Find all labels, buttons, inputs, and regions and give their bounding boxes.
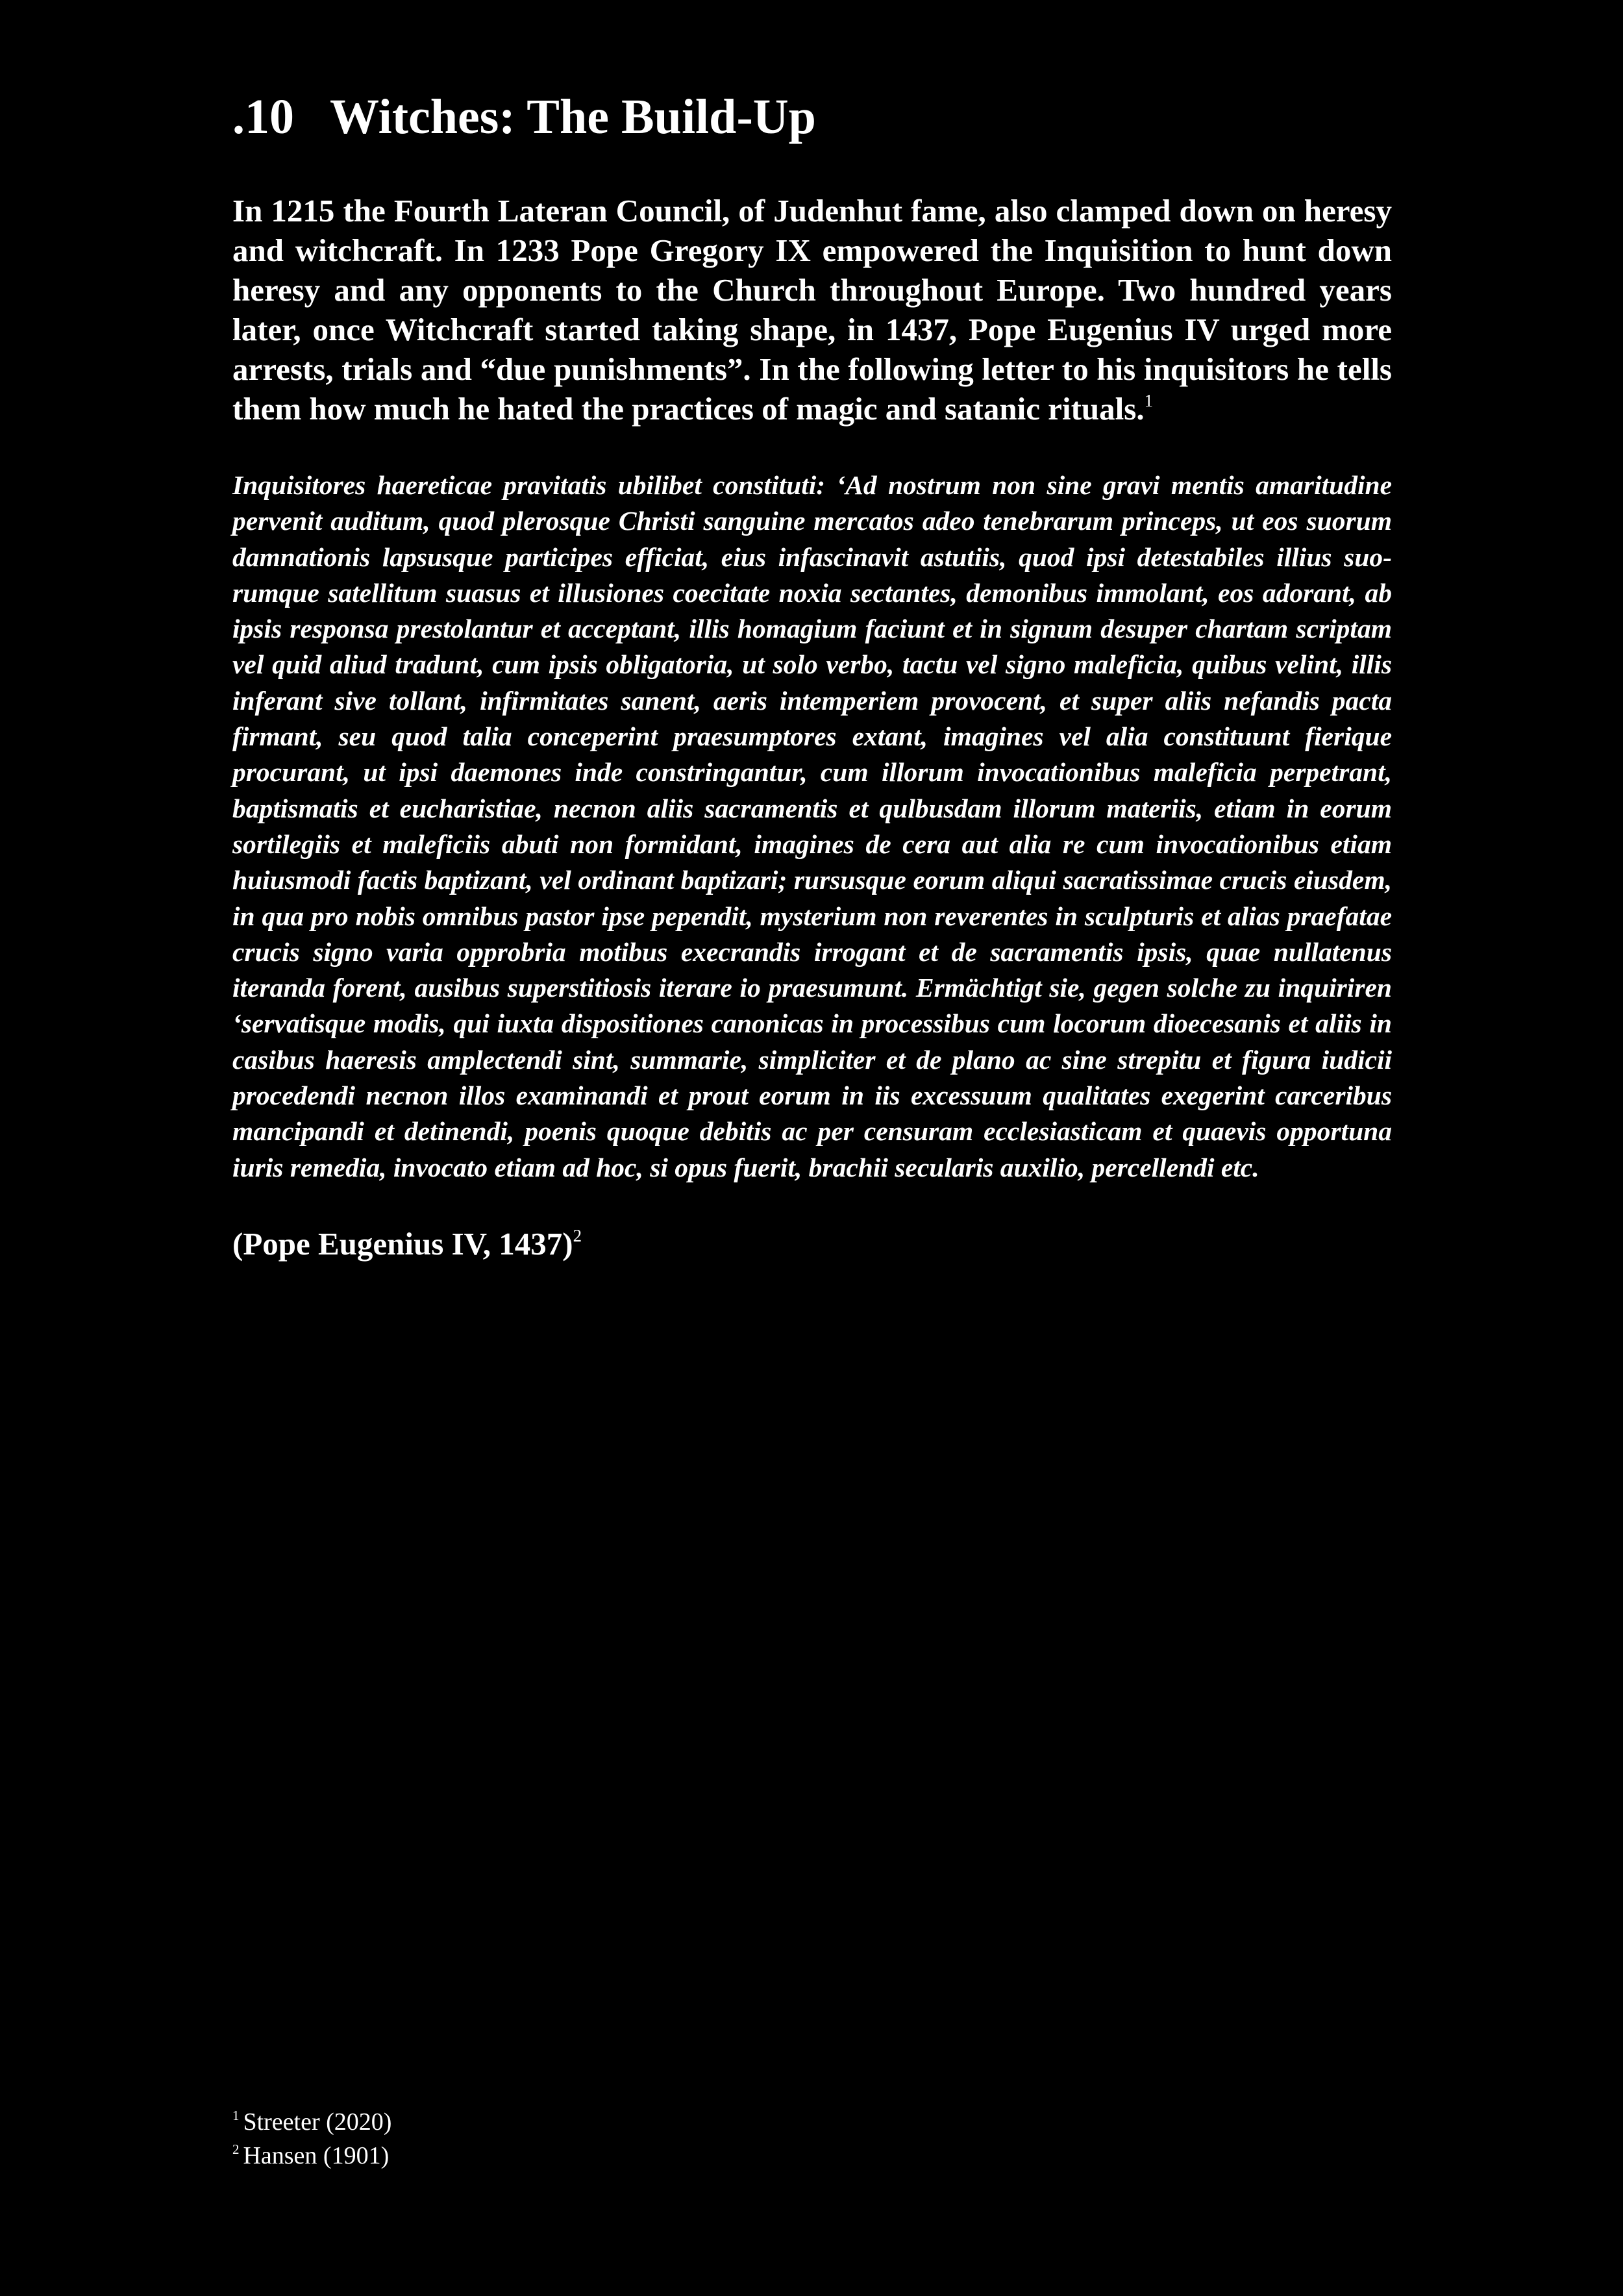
intro-paragraph xyxy=(232,191,1392,429)
footnote-item xyxy=(232,2139,391,2173)
footnote-text: Streeter (2020) xyxy=(243,2108,392,2136)
quote-citation xyxy=(232,1223,1392,1265)
footnote-ref-2[interactable]: 2 xyxy=(573,1225,582,1245)
footnotes xyxy=(232,2105,391,2173)
footnote-marker: 1 xyxy=(232,2108,240,2124)
section-title: Witches: The Build-Up xyxy=(330,90,816,144)
footnote-item xyxy=(232,2105,391,2139)
footnote-marker: 2 xyxy=(232,2141,240,2158)
citation-text: (Pope Eugenius IV, 1437) xyxy=(232,1225,573,1262)
page-content xyxy=(232,84,1392,1265)
section-heading xyxy=(232,84,1392,149)
footnote-text: Hansen (1901) xyxy=(243,2142,390,2169)
intro-text: In 1215 the Fourth Lateran Council, of Judenhut fame, also clamped down on heresy and witchcraft. In 1233 Pope Gregory IX empowered the Inquisition to hunt down heresy and any opponents to the Church throughout Europe. Two hundred years later, once Witchcraft started taking shape, in 1437, Pope Eugenius IV urged more arrests, trials and “due punishments”. In the following letter to his inquisitors he tells them how much he hated the practices of magic and satanic rituals. xyxy=(232,193,1392,427)
latin-quote: Inquisitores haereticae pravitatis ubilibet constituti: ‘Ad nostrum non sine gravi mentis amaritudine pervenit auditum, quod plerosque Christi sanguine mercatos adeo tenebrarum princeps, ut eos suorum damnationis lapsusque participes efficiat, eius infascinavit astutiis, quod ipsi detestabiles illius suorumque satellitum suasus et illusiones coecitate noxia sectantes, demonibus immolant, eos adorant, ab ipsis responsa prestolantur et acceptant, illis homagium faciunt et in signum desuper chartam scriptam vel quid aliud tradunt, cum ipsis obligatoria, ut solo verbo, tactu vel signo maleficia, quibus velint, illis inferant sive tollant, infirmitates sanent, aeris intemperiem provocent, et super aliis nefandis pacta firmant, seu quod talia conceperint praesumptores extant, imagines vel alia constituunt fierique procurant, ut ipsi daemones inde constringantur, cum illorum invocationibus maleficia perpetrant, baptismatis et eucharistiae, necnon aliis sacramentis et qulbusdam illorum materiis, etiam in eorum sortilegiis et maleficiis abuti non formidant, imagines de cera aut alia re cum invocationibus etiam huiusmodi factis baptizant, vel ordinant baptizari; rursusque eorum aliqui sacratissimae crucis eiusdem, in qua pro nobis omnibus pastor ipse pependit, mysterium non reverentes in sculpturis et alias praefatae crucis signo varia opprobria motibus execrandis irrogant et de sacramentis ipsis, quae nullatenus iteranda forent, ausibus superstitiosis iterare io praesumunt. Ermächtigt sie, gegen solche zu inquiriren ‘servatisque modis, qui iuxta dispositiones canonicas in processibus cum locorum dioecesanis et aliis in casibus haeresis amplectendi sint, summarie, simpliciter et de plano ac sine strepitu et figura iudicii procedendi necnon illos examinandi et prout eorum in iis excessuum qualitates exegerint carceribus mancipandi et detinendi, poenis quoque debitis ac per censuram ecclesiasticam et quaevis opportuna iuris remedia, invocato etiam ad hoc, si opus fuerit, brachii secularis auxilio, percellendi etc. xyxy=(232,470,1392,1182)
section-number: .10 xyxy=(232,90,294,144)
footnote-ref-1[interactable]: 1 xyxy=(1144,390,1154,410)
